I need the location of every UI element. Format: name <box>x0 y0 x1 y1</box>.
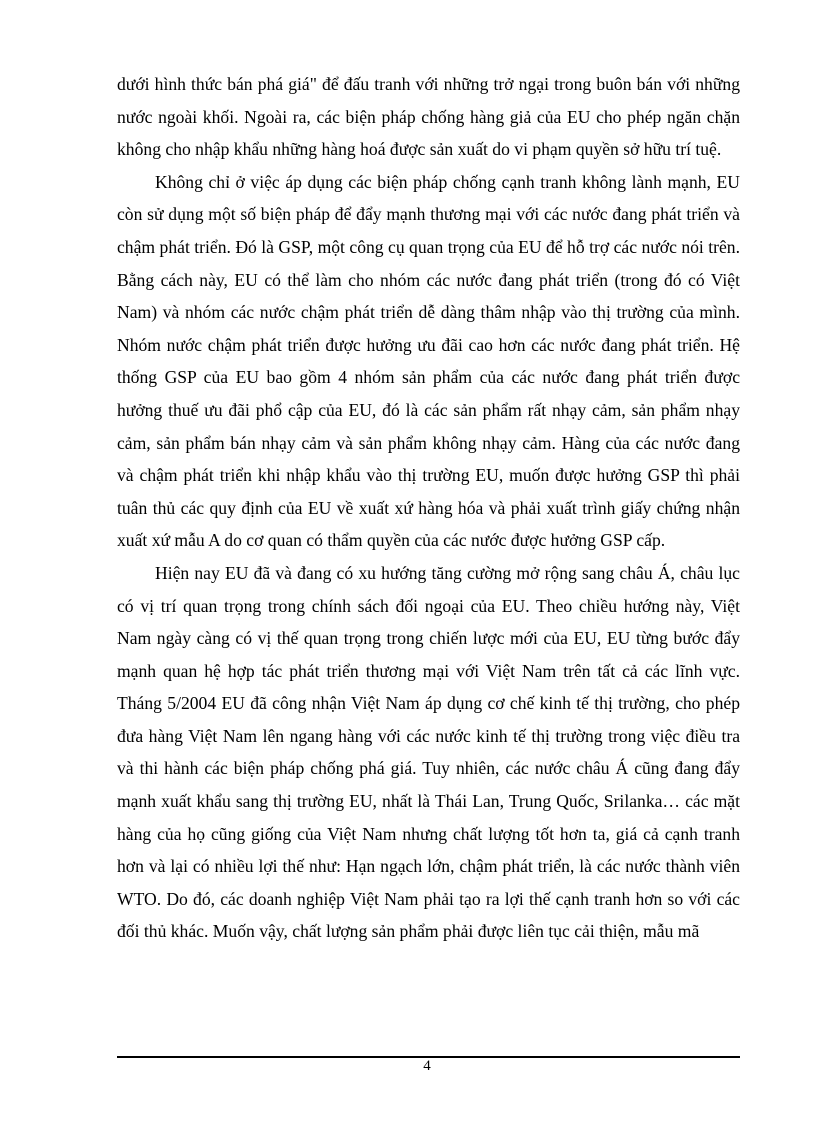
body-text <box>117 68 740 948</box>
paragraph-continued: dưới hình thức bán phá giá" để đấu tranh với những trở ngại trong buôn bán với những nước ngoài khối. Ngoài ra, các biện pháp chống hàng giả của EU cho phép ngăn chặn không cho nhập khẩu những hàng hoá được sản xuất do vi phạm quyền sở hữu trí tuệ. <box>117 74 740 160</box>
paragraph-asia-expansion: Hiện nay EU đã và đang có xu hướng tăng cường mở rộng sang châu Á, châu lục có vị trí quan trọng trong chính sách đối ngoại của EU. Theo chiều hướng này, Việt Nam ngày càng có vị thế quan trọng trong chiến lược mới của EU, EU từng bước đẩy mạnh quan hệ hợp tác phát triển thương mại với Việt Nam trên tất cả các lĩnh vực. Tháng 5/2004 EU đã công nhận Việt Nam áp dụng cơ chế kinh tế thị trường, cho phép đưa hàng Việt Nam lên ngang hàng với các nước kinh tế thị trường trong việc điều tra và thi hành các biện pháp chống phá giá. Tuy nhiên, các nước châu Á cũng đang đẩy mạnh xuất khẩu sang thị trường EU, nhất là Thái Lan, Trung Quốc, Srilanka… các mặt hàng của họ cũng giống của Việt Nam nhưng chất lượng tốt hơn ta, giá cả cạnh tranh hơn và lại có nhiều lợi thế như: Hạn ngạch lớn, chậm phát triển, là các nước thành viên WTO. Do đó, các doanh nghiệp Việt Nam phải tạo ra lợi thế cạnh tranh hơn so với các đối thủ khác. Muốn vậy, chất lượng sản phẩm phải được liên tục cải thiện, mẫu mã <box>117 562 740 942</box>
paragraph-gsp: Không chỉ ở việc áp dụng các biện pháp chống cạnh tranh không lành mạnh, EU còn sử dụng một số biện pháp để đẩy mạnh thương mại với các nước đang phát triển và chậm phát triển. Đó là GSP, một công cụ quan trọng của EU để hỗ trợ các nước nói trên. Bằng cách này, EU có thể làm cho nhóm các nước đang phát triển (trong đó có Việt Nam) và nhóm các nước chậm phát triển dễ dàng thâm nhập vào thị trường của mình. Nhóm nước chậm phát triển được hưởng ưu đãi cao hơn các nước đang phát triển. Hệ thống GSP của EU bao gồm 4 nhóm sản phẩm của các nước đang phát triển được hưởng thuế ưu đãi phổ cập của EU, đó là các sản phẩm rất nhạy cảm, sản phẩm nhạy cảm, sản phẩm bán nhạy cảm và sản phẩm không nhạy cảm. Hàng của các nước đang và chậm phát triển khi nhập khẩu vào thị trường EU, muốn được hưởng GSP thì phải tuân thủ các quy định của EU về xuất xứ hàng hóa và phải xuất trình giấy chứng nhận xuất xứ mẫu A do cơ quan có thẩm quyền của các nước được hưởng GSP cấp. <box>117 171 740 551</box>
page-number: 4 <box>423 1058 431 1074</box>
